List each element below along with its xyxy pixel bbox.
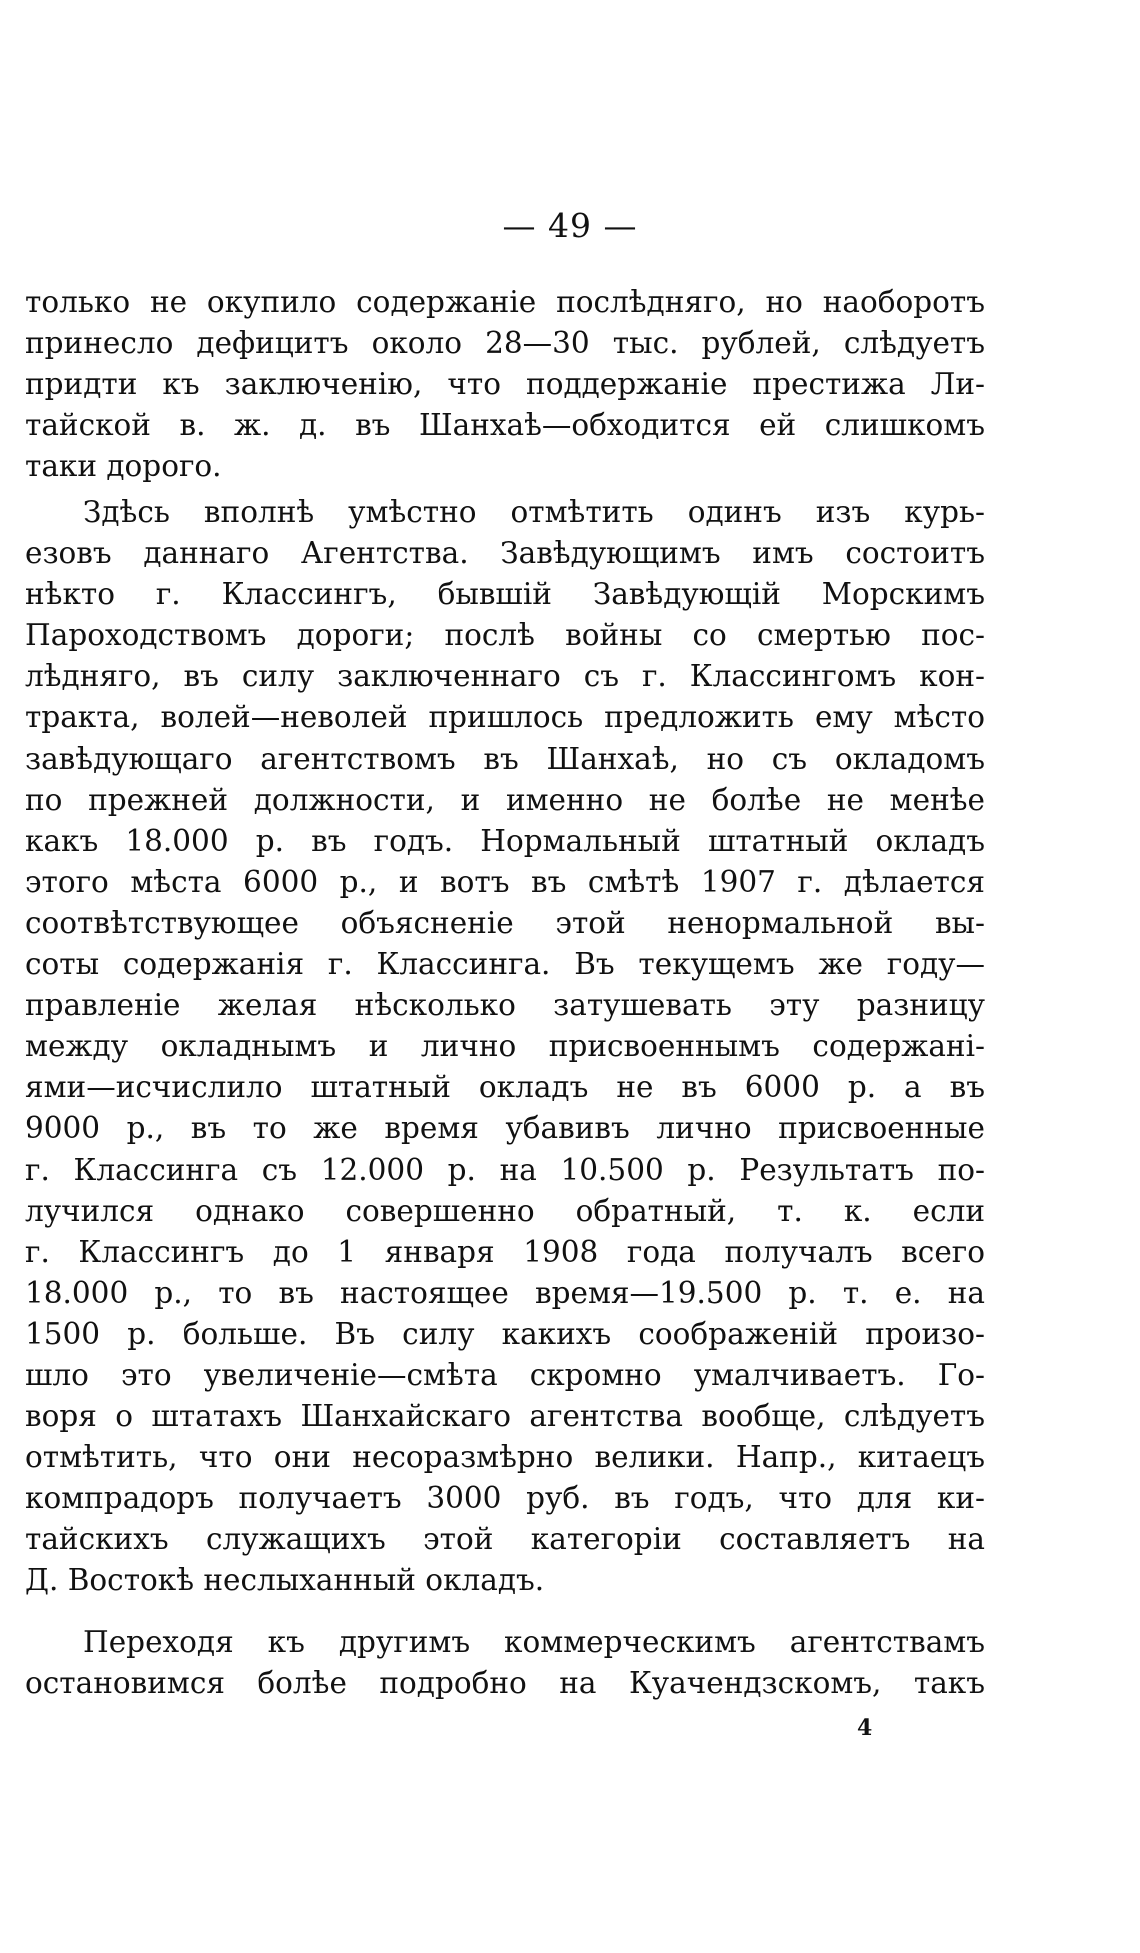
text-line: воря о штатахъ Шанхайскаго агентства вообще, слѣдуетъ	[25, 1399, 985, 1434]
page-number: — 49 —	[502, 206, 638, 245]
paragraph-3	[25, 1622, 985, 1704]
text-line: тайскихъ служащихъ этой категоріи составляетъ на	[25, 1522, 985, 1557]
text-line: г. Классингъ до 1 января 1908 года получалъ всего	[25, 1234, 985, 1269]
text-line: лѣдняго, въ силу заключеннаго съ г. Классингомъ кон-	[25, 659, 985, 694]
text-line: этого мѣста 6000 р., и вотъ въ смѣтѣ 1907 г. дѣлается	[25, 864, 985, 899]
paragraph-1	[25, 282, 985, 487]
text-line: тракта, волей—неволей пришлось предложить ему мѣсто	[25, 700, 985, 735]
text-line: завѣдующаго агентствомъ въ Шанхаѣ, но съ окладомъ	[25, 741, 985, 776]
text-line: шло это увеличеніе—смѣта скромно умалчиваетъ. Го-	[25, 1357, 985, 1392]
text-line: принесло дефицитъ около 28—30 тыс. рублей, слѣдуетъ	[25, 326, 985, 361]
text-line: соты содержанія г. Классинга. Въ текущемъ же году—	[25, 947, 985, 982]
text-line: ями—исчислило штатный окладъ не въ 6000 р. а въ	[25, 1070, 985, 1105]
text-line: Переходя къ другимъ коммерческимъ агентствамъ	[83, 1625, 985, 1659]
text-line: соотвѣтствующее объясненіе этой ненормальной вы-	[25, 905, 985, 940]
paragraph-2	[25, 492, 985, 1602]
text-line: 18.000 р., то въ настоящее время—19.500 р. т. е. на	[25, 1275, 985, 1310]
text-line: между окладнымъ и лично присвоеннымъ содержані-	[25, 1029, 985, 1064]
signature-mark: 4	[857, 1715, 873, 1741]
text-line: езовъ даннаго Агентства. Завѣдующимъ имъ состоитъ	[25, 536, 985, 571]
text-line: г. Классинга съ 12.000 р. на 10.500 р. Результатъ по-	[25, 1152, 985, 1187]
text-line: таки дорого.	[25, 449, 222, 484]
text-line: только не окупило содержаніе послѣдняго, но наоборотъ	[25, 285, 985, 319]
text-line: тайской в. ж. д. въ Шанхаѣ—обходится ей слишкомъ	[25, 408, 985, 443]
text-line: компрадоръ получаетъ 3000 руб. въ годъ, что для ки-	[25, 1481, 985, 1516]
text-line: нѣкто г. Классингъ, бывшій Завѣдующій Морскимъ	[25, 577, 985, 612]
text-line: какъ 18.000 р. въ годъ. Нормальный штатный окладъ	[25, 823, 985, 858]
text-line: отмѣтить, что они несоразмѣрно велики. Напр., китаецъ	[25, 1440, 985, 1475]
text-line: Д. Востокѣ неслыханный окладъ.	[25, 1563, 545, 1598]
text-line: придти къ заключенію, что поддержаніе престижа Ли-	[25, 367, 985, 402]
text-line: Пароходствомъ дороги; послѣ войны со смертью пос-	[25, 618, 985, 653]
text-line: правленіе желая нѣсколько затушевать эту разницу	[25, 988, 985, 1023]
text-line: лучился однако совершенно обратный, т. к. если	[25, 1193, 985, 1228]
text-line: по прежней должности, и именно не болѣе не менѣе	[25, 782, 985, 817]
text-line: остановимся болѣе подробно на Куачендзскомъ, такъ	[25, 1666, 985, 1701]
text-line: Здѣсь вполнѣ умѣстно отмѣтить одинъ изъ курь-	[83, 495, 985, 529]
text-line: 9000 р., въ то же время убавивъ лично присвоенные	[25, 1111, 985, 1146]
text-line: 1500 р. больше. Въ силу какихъ соображеній произо-	[25, 1316, 985, 1351]
